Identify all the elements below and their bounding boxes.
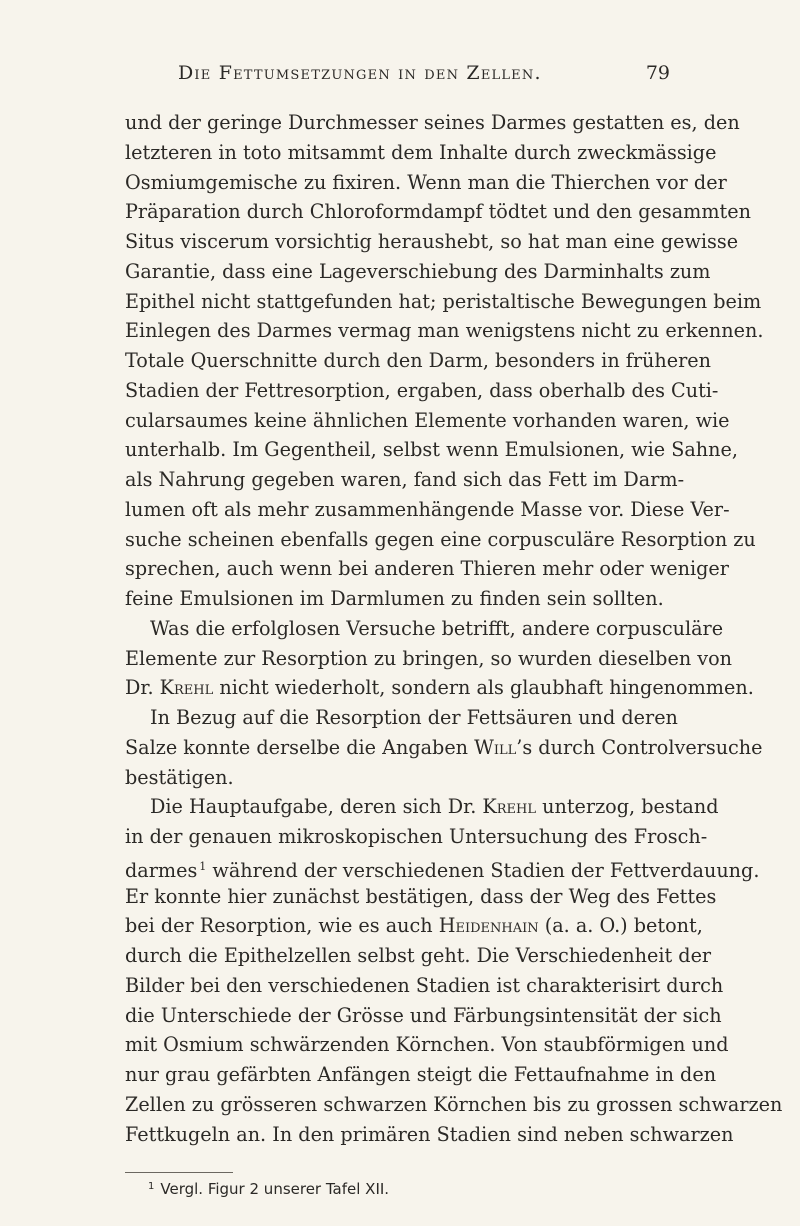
text-line: Bilder bei den verschiedenen Stadien ist charakterisirt durch	[125, 973, 724, 997]
running-head	[178, 62, 670, 88]
text-run: unterzog, bestand	[536, 795, 719, 819]
footnote-text: Vergl. Figur 2 unserer Tafel XII.	[160, 1180, 390, 1198]
text-line: Situs viscerum vorsichtig heraushebt, so hat man eine gewisse	[125, 230, 739, 253]
footnote-reference: 1	[199, 859, 207, 873]
author-name: Krehl	[482, 795, 537, 819]
text-line: feine Emulsionen im Darmlumen zu finden sein sollten.	[125, 587, 664, 610]
text-run: Salze konnte derselbe die Angaben	[125, 735, 475, 759]
text-line	[125, 911, 703, 941]
text-line: Osmiumgemische zu fixiren. Wenn man die Thierchen vor der	[125, 170, 727, 194]
text-line: Stadien der Fettresorption, ergaben, dass oberhalb des Cuti-	[125, 378, 719, 402]
text-run: während der verschiedenen Stadien der Fettverdauung.	[206, 858, 760, 882]
text-line: Totale Querschnitte durch den Darm, besonders in früheren	[125, 349, 712, 372]
text-line: Er konnte hier zunächst bestätigen, dass der Weg des Fettes	[125, 884, 717, 908]
text-line: Epithel nicht stattgefunden hat; peristaltische Bewegungen beim	[125, 289, 762, 313]
footnote-mark: 1	[148, 1181, 155, 1192]
text-run: nicht wiederholt, sondern als glaubhaft hingenommen.	[213, 676, 754, 700]
text-line: Einlegen des Darmes vermag man wenigstens nicht zu erkennen.	[125, 319, 764, 343]
text-line: und der geringe Durchmesser seines Darmes gestatten es, den	[125, 111, 740, 134]
text-line: Fettkugeln an. In den primären Stadien sind neben schwarzen	[125, 1122, 734, 1146]
text-run: Die Hauptaufgabe, deren sich Dr.	[150, 795, 483, 819]
text-line: cularsaumes keine ähnlichen Elemente vorhanden waren, wie	[125, 408, 730, 432]
text-line: als Nahrung gegeben waren, fand sich das Fett im Darm-	[125, 468, 685, 491]
text-line: Was die erfolglosen Versuche betrifft, andere corpusculäre	[150, 616, 724, 640]
text-run: (a. a. O.) betont,	[538, 914, 703, 938]
page-number: 79	[645, 62, 670, 84]
text-line: nur grau gefärbten Anfängen steigt die Fettaufnahme in den	[125, 1063, 717, 1086]
footnote-divider	[125, 1172, 233, 1173]
running-title: Die Fettumsetzungen in den Zellen.	[178, 62, 542, 84]
text-line	[125, 792, 719, 822]
text-line: mit Osmium schwärzenden Körnchen. Von staubförmigen und	[125, 1033, 729, 1057]
text-line: sprechen, auch wenn bei anderen Thieren mehr oder weniger	[125, 557, 729, 581]
text-line: Garantie, dass eine Lageverschiebung des Darminhalts zum	[125, 259, 711, 283]
text-line: Präparation durch Chloroformdampf tödtet und den gesammten	[125, 200, 751, 224]
text-line: die Unterschiede der Grösse und Färbungsintensität der sich	[125, 1003, 722, 1027]
author-name: Krehl	[159, 676, 214, 700]
text-line: In Bezug auf die Resorption der Fettsäuren und deren	[150, 706, 678, 729]
text-line: unterhalb. Im Gegentheil, selbst wenn Emulsionen, wie Sahne,	[125, 438, 738, 462]
text-line: lumen oft als mehr zusammenhängende Masse vor. Diese Ver-	[125, 497, 730, 521]
text-run: Dr.	[125, 676, 160, 700]
text-run: ’s durch Controlversuche	[516, 735, 763, 759]
text-line: Elemente zur Resorption zu bringen, so wurden dieselben von	[125, 646, 733, 670]
body-text	[125, 108, 783, 1149]
text-line	[125, 673, 754, 703]
text-run: darmes	[125, 858, 198, 882]
text-line: bestätigen.	[125, 765, 234, 789]
author-name: Heidenhain	[438, 914, 539, 938]
text-line: durch die Epithelzellen selbst geht. Die Verschiedenheit der	[125, 944, 712, 967]
text-line	[125, 852, 760, 882]
text-line: suche scheinen ebenfalls gegen eine corpusculäre Resorption zu	[125, 527, 756, 551]
footnote	[148, 1180, 389, 1198]
text-line	[125, 733, 763, 763]
text-run: bei der Resorption, wie es auch	[125, 914, 439, 938]
text-line: in der genauen mikroskopischen Untersuchung des Frosch-	[125, 825, 708, 848]
text-line: letzteren in toto mitsammt dem Inhalte durch zweckmässige	[125, 140, 717, 164]
text-line: Zellen zu grösseren schwarzen Körnchen bis zu grossen schwarzen	[125, 1092, 783, 1116]
author-name: Will	[474, 735, 517, 759]
